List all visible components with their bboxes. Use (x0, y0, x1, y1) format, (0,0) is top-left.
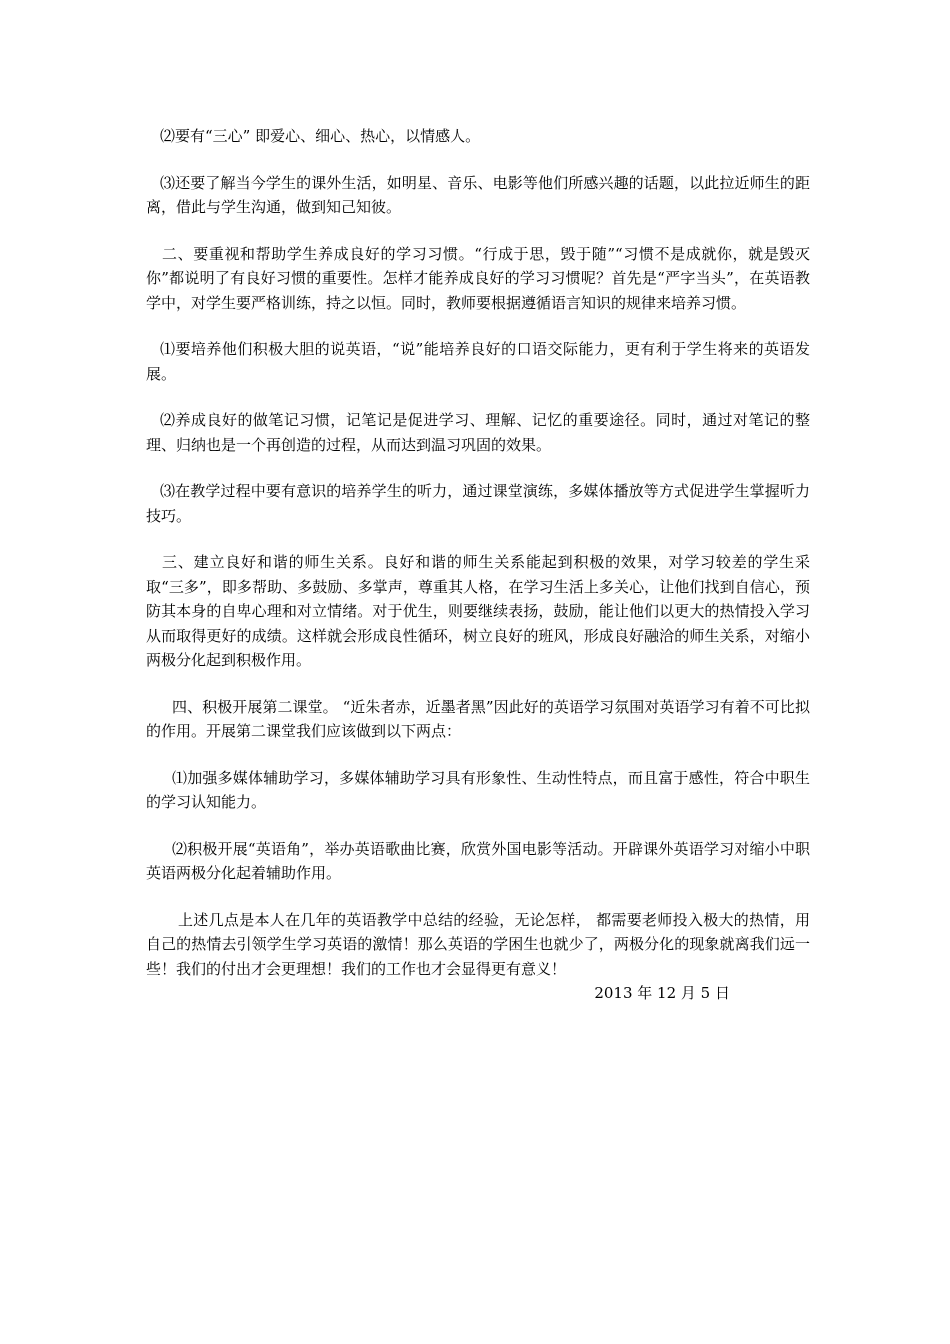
paragraph-english-corner: ⑵积极开展“英语角”，举办英语歌曲比赛，欣赏外国电影等活动。开辟课外英语学习对缩小中职英语两极分化起着辅助作用。 (146, 839, 810, 882)
paragraph-conclusion: 上述几点是本人在几年的英语教学中总结的经验，无论怎样， 都需要老师投入极大的热情，用自己的热情去引领学生学习英语的激情！那么英语的学困生也就少了，两极分化的现象就离我们远一些！我们的付出才会更理想！我们的工作也才会显得更有意义！ (146, 910, 810, 978)
document-date: 2013 年 12 月 5 日 (594, 984, 730, 1002)
paragraph-section-two-habits: 二、要重视和帮助学生养成良好的学习习惯。“行成于思，毁于随”“习惯不是成就你，就是毁灭你”都说明了有良好习惯的重要性。怎样才能养成良好的学习习惯呢？首先是“严字当头”，在英语教学中，对学生要严格训练，持之以恒。同时，教师要根据遵循语言知识的规律来培养习惯。 (146, 244, 810, 312)
paragraph-section-four-second-classroom: 四、积极开展第二课堂。 “近朱者赤，近墨者黑”因此好的英语学习氛围对英语学习有着不可比拟的作用。开展第二课堂我们应该做到以下两点： (146, 697, 810, 740)
paragraph-multimedia: ⑴加强多媒体辅助学习，多媒体辅助学习具有形象性、生动性特点，而且富于感性，符合中职生的学习认知能力。 (146, 768, 810, 811)
paragraph-listening: ⑶在教学过程中要有意识的培养学生的听力，通过课堂演练，多媒体播放等方式促进学生掌握听力技巧。 (146, 482, 810, 525)
paragraph-extracurricular-life: ⑶还要了解当今学生的课外生活，如明星、音乐、电影等他们所感兴趣的话题，以此拉近师生的距离，借此与学生沟通，做到知己知彼。 (146, 173, 810, 216)
paragraph-three-hearts: ⑵要有“三心” 即爱心、细心、热心，以情感人。 (160, 127, 481, 145)
paragraph-speaking-english: ⑴要培养他们积极大胆的说英语，“说”能培养良好的口语交际能力，更有利于学生将来的英语发展。 (146, 340, 810, 383)
paragraph-section-three-relationship: 三、建立良好和谐的师生关系。良好和谐的师生关系能起到积极的效果，对学习较差的学生采取“三多”，即多帮助、多鼓励、多掌声，尊重其人格，在学习生活上多关心，让他们找到自信心，预防其本身的自卑心理和对立情绪。对于优生，则要继续表扬，鼓励，能让他们以更大的热情投入学习从而取得更好的成绩。这样就会形成良性循环，树立良好的班风，形成良好融洽的师生关系，对缩小两极分化起到积极作用。 (146, 553, 810, 669)
document-body (146, 124, 810, 1006)
paragraph-note-taking: ⑵养成良好的做笔记习惯，记笔记是促进学习、理解、记忆的重要途径。同时，通过对笔记的整理、归纳也是一个再创造的过程，从而达到温习巩固的效果。 (146, 411, 810, 454)
